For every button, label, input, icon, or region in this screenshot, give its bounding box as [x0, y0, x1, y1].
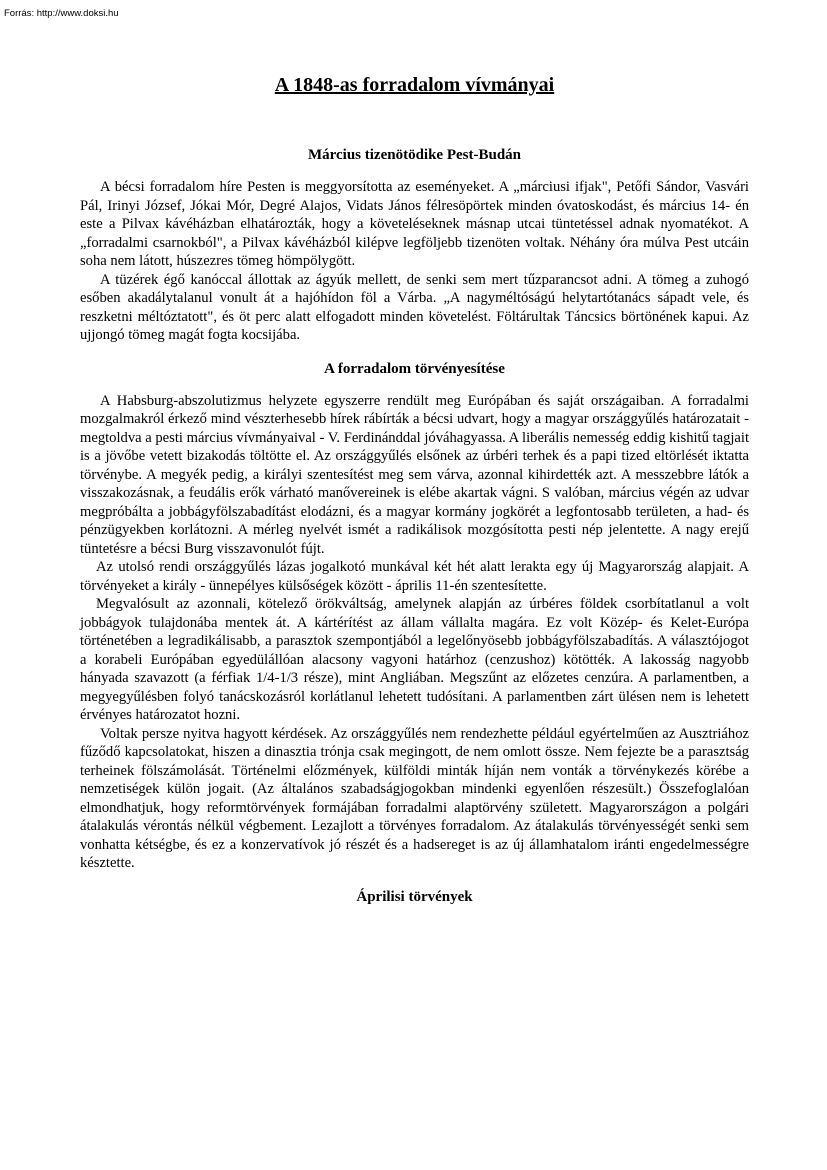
paragraph: A bécsi forradalom híre Pesten is meggyorsította az eseményeket. A „márciusi ifjak", Petőfi Sándor, Vasvári Pál, Irinyi József, Jókai Mór, Degré Alajos, Vidats János félresöpörtek minden óvatoskodást, és március 14- én este a Pilvax kávéházban elhatározták, hogy a követeléseknek másnap utcai tüntetéssel adnak nyomatékot. A „forradalmi csarnokból", a Pilvax kávéházból kilépve legföljebb tizenöten voltak. Néhány óra múlva Pest utcáin soha nem látott, húszezres tömeg hömpölygött.: [80, 179, 749, 269]
section-heading-torvenyesites: A forradalom törvényesítése: [324, 360, 505, 377]
document-page: [80, 74, 749, 906]
paragraph: Megvalósult az azonnali, kötelező örökváltság, amelynek alapján az úrbéres földek csorbítatlanul a volt jobbágyok tulajdonába mentek át. A kártérítést az állam vállalta magára. Ez volt Közép- és Kelet-Európa történetében a legradikálisabb, a parasztok szempontjából a legelőnyösebb jobbágyfölszabadítás. A választójogot a korabeli Európában egyedülállóan alacsony vagyoni határhoz (cenzushoz) kötötték. A lakosság nagyobb hányada szavazott (a férfiak 1/4-1/3 része), mint Angliában. Megszűnt az előzetes cenzúra. A parlamentben, a megyegyűlésben folyó tanácskozásról korlátlanul lehetett tudósítani. A parlamentben zárt ülésen nem is lehetett érvényes határozatot hozni.: [80, 596, 749, 723]
paragraph: Voltak persze nyitva hagyott kérdések. Az országgyűlés nem rendezhette például egyértelműen az Ausztriához fűződő kapcsolatokat, hiszen a dinasztia trónja csak megingott, de nem omlott össze. Nem fejezte be a parasztság terheinek fölszámolását. Történelmi előzmények, külföldi minták híján nem vonták a törvénykezés körébe a nemzetiségek külön jogait. (Az általános szabadságjogokban mindenki egyenlően részesült.) Összefoglalóan elmondhatjuk, hogy reformtörvények formájában forradalmi alaptörvény született. Magyarországon a polgári átalakulás vérontás nélkül végbement. Lezajlott a törvényes forradalom. Az átalakulás törvényességét senki sem vonhatta kétségbe, és ez a konzervatívok jó részét és a hadsereget is az új államhatalom iránti engedelmességre késztette.: [80, 725, 749, 871]
section-heading-aprilisi: Áprilisi törvények: [356, 888, 473, 905]
paragraph: A tüzérek égő kanóccal állottak az ágyúk mellett, de senki sem mert tűzparancsot adni. A tömeg a zuhogó esőben akadálytalanul vonult át a hajóhídon föl a Várba. „A nagyméltóságú helytartótanács sápadt vele, és reszketni méltóztatott", és öt perc alatt elfogadott minden követelést. Föltárultak Táncsics börtönének kapui. Az ujjongó tömeg magát fogta kocsijába.: [80, 271, 749, 343]
document-title: A 1848-as forradalom vívmányai: [274, 74, 555, 96]
section-torvenyesites-body: [80, 392, 749, 873]
source-label: Forrás: http://www.doksi.hu: [4, 8, 119, 19]
section-heading-marcius: Március tizenötödike Pest-Budán: [307, 147, 522, 163]
section-marcius-body: [80, 178, 749, 345]
paragraph: Az utolsó rendi országgyűlés lázas jogalkotó munkával két hét alatt lerakta egy új Magyarország alapjait. A törvényeket a király - ünnepélyes külsőségek között - április 11-én szentesítette.: [80, 559, 749, 594]
paragraph: A Habsburg-abszolutizmus helyzete egyszerre rendült meg Európában és saját országaiban. A forradalmi mozgalmakról érkező mind vészterhesebb hírek rábírták a bécsi udvart, hogy a magyar országgyűlés határozatait - megtoldva a pesti március vívmányaival - V. Ferdinánddal jóváhagyassa. A liberális nemesség eddig kishitű tagjait is a jövőbe vetett bizakodás töltötte el. Az országgyűlés elsőnek az úrbéri terhek és a papi tized eltörlését iktatta törvénybe. A megyék pedig, a királyi szentesítést meg sem várva, azonnal kihirdették azt. A messzebbre látók a visszakozásnak, a feudális erők várható manővereinek is elébe akartak vágni. S valóban, március végén az udvar megpróbálta a jobbágyfölszabadítást elodázni, és a magyar kormány jogkörét a legfontosabb területen, a had- és pénzügyekben korlátozni. A mérleg nyelvét ismét a radikálisok mozgósította pesti nép jelentette. A nagy erejű tüntetésre a bécsi Burg visszavonulót fújt.: [80, 392, 750, 557]
